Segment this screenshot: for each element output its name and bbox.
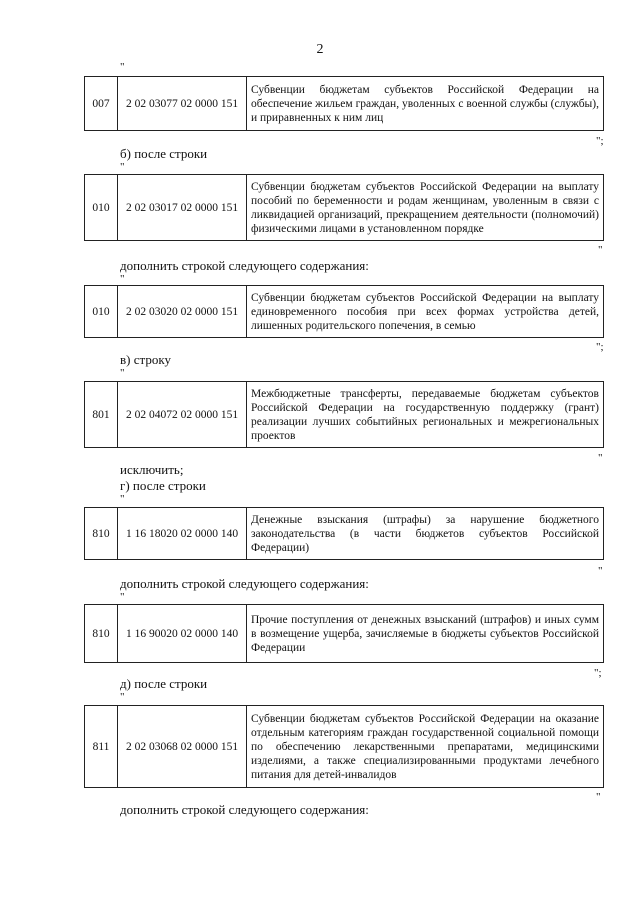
close-quote: " <box>596 791 601 803</box>
budget-table-row <box>84 76 604 131</box>
budget-class-code: 2 02 03020 02 0000 151 <box>118 286 247 338</box>
budget-table-row <box>84 705 604 788</box>
instruction-add-1: дополнить строкой следующего содержания: <box>120 258 369 273</box>
revenue-description: Субвенции бюджетам субъектов Российской Федерации на выплату единовременного пособия при всех формах устройства детей, лишенных родительского попечения, в семью <box>247 286 604 338</box>
open-quote: " <box>120 591 125 603</box>
budget-table-row <box>84 174 604 241</box>
budget-class-code: 2 02 04072 02 0000 151 <box>118 382 247 448</box>
close-quote: " <box>598 244 603 256</box>
admin-code: 010 <box>85 175 118 241</box>
admin-code: 811 <box>85 706 118 788</box>
budget-class-code: 2 02 03017 02 0000 151 <box>118 175 247 241</box>
close-quote: " <box>598 452 603 464</box>
close-quote: " <box>598 565 603 577</box>
open-quote: " <box>120 273 125 285</box>
close-quote: "; <box>596 135 604 147</box>
open-quote: " <box>120 691 125 703</box>
instruction-g: г) после строки <box>120 478 206 493</box>
budget-class-code: 1 16 18020 02 0000 140 <box>118 508 247 560</box>
admin-code: 810 <box>85 605 118 663</box>
close-quote: "; <box>596 341 604 353</box>
open-quote: " <box>120 161 125 173</box>
budget-class-code: 2 02 03068 02 0000 151 <box>118 706 247 788</box>
revenue-description: Субвенции бюджетам субъектов Российской Федерации на выплату пособий по беременности и родам женщинам, уволенным в связи с ликвидацией организаций, прекращением деятельности (полномочий) физическими лицами в установленном порядке <box>247 175 604 241</box>
revenue-description: Субвенции бюджетам субъектов Российской Федерации на оказание отдельным категориям граждан государственной социальной помощи по обеспечению лекарственными препаратами, медицинскими изделиями, а также специализированными продуктами лечебного питания для детей-инвалидов <box>247 706 604 788</box>
revenue-description: Субвенции бюджетам субъектов Российской Федерации на обеспечение жильем граждан, уволенных с военной службы (службы), и приравненных к ним лиц <box>247 77 604 131</box>
instruction-add-3: дополнить строкой следующего содержания: <box>120 802 369 817</box>
revenue-description: Межбюджетные трансферты, передаваемые бюджетам субъектов Российской Федерации на государственную поддержку (грант) реализации лучших событийных региональных и межрегиональных проектов <box>247 382 604 448</box>
revenue-description: Денежные взыскания (штрафы) за нарушение бюджетного законодательства (в части бюджетов субъектов Российской Федерации) <box>247 508 604 560</box>
admin-code: 010 <box>85 286 118 338</box>
instruction-d: д) после строки <box>120 676 208 691</box>
instruction-b: б) после строки <box>120 146 208 161</box>
open-quote: " <box>120 493 125 505</box>
budget-table-row <box>84 604 604 663</box>
open-quote: " <box>120 367 125 379</box>
budget-table-row <box>84 381 604 448</box>
instruction-add-2: дополнить строкой следующего содержания: <box>120 576 369 591</box>
revenue-description: Прочие поступления от денежных взысканий (штрафов) и иных сумм в возмещение ущерба, зачисляемые в бюджеты субъектов Российской Федерации <box>247 605 604 663</box>
close-quote: "; <box>594 667 602 679</box>
admin-code: 007 <box>85 77 118 131</box>
admin-code: 810 <box>85 508 118 560</box>
admin-code: 801 <box>85 382 118 448</box>
instruction-exclude: исключить; <box>120 462 184 477</box>
budget-table-row <box>84 507 604 560</box>
instruction-v: в) строку <box>120 352 171 367</box>
page-number: 2 <box>316 42 324 57</box>
budget-class-code: 1 16 90020 02 0000 140 <box>118 605 247 663</box>
budget-table-row <box>84 285 604 338</box>
open-quote: " <box>120 61 125 73</box>
budget-class-code: 2 02 03077 02 0000 151 <box>118 77 247 131</box>
